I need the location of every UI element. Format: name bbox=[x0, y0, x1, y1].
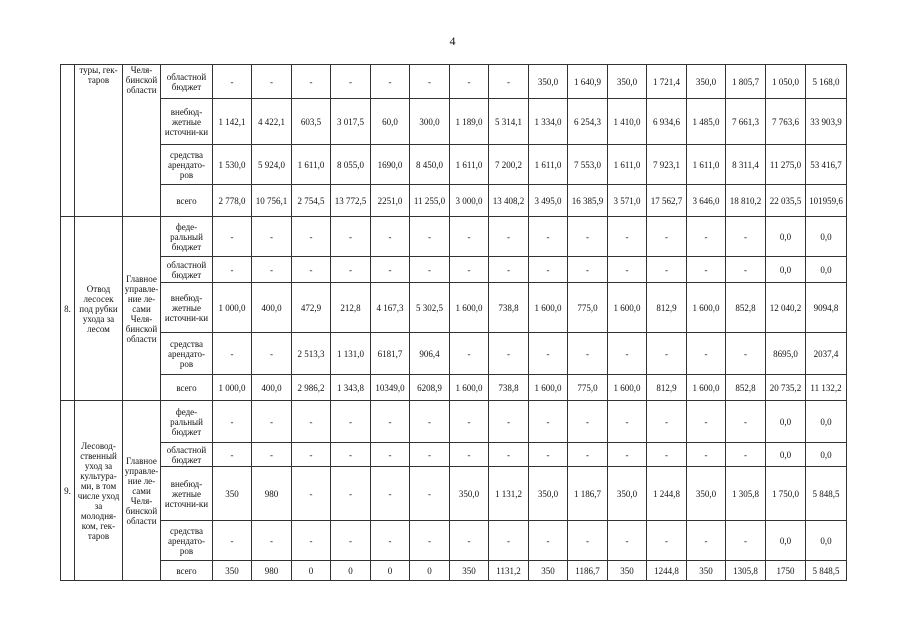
value-cell: - bbox=[292, 467, 331, 521]
value-cell: 906,4 bbox=[410, 333, 450, 375]
value-cell: - bbox=[529, 401, 568, 443]
value-cell: 7 553,0 bbox=[568, 145, 608, 185]
value-cell: 350,0 bbox=[450, 467, 489, 521]
value-cell: - bbox=[252, 333, 292, 375]
value-cell: - bbox=[410, 257, 450, 283]
value-cell: - bbox=[410, 467, 450, 521]
value-cell: 3 000,0 bbox=[450, 185, 489, 217]
value-cell: 33 903,9 bbox=[806, 99, 847, 145]
value-cell: - bbox=[726, 443, 766, 467]
value-cell: 2251,0 bbox=[371, 185, 410, 217]
value-cell: - bbox=[647, 333, 687, 375]
page-number: 4 bbox=[449, 34, 456, 48]
table-row bbox=[61, 561, 847, 581]
executor-name: Главное управле-ние ле-сами Челя-бинской области bbox=[123, 217, 161, 401]
value-cell: - bbox=[331, 65, 371, 99]
value-cell: - bbox=[450, 443, 489, 467]
value-cell: - bbox=[489, 521, 529, 561]
value-cell: - bbox=[450, 521, 489, 561]
value-cell: 1 530,0 bbox=[213, 145, 252, 185]
value-cell: 1 334,0 bbox=[529, 99, 568, 145]
value-cell: 0 bbox=[371, 561, 410, 581]
funding-source: внебюд-жетные источни-ки bbox=[161, 283, 213, 333]
value-cell: 5 168,0 bbox=[806, 65, 847, 99]
value-cell: 1 189,0 bbox=[450, 99, 489, 145]
funding-source: всего bbox=[161, 375, 213, 401]
value-cell: - bbox=[371, 521, 410, 561]
value-cell: - bbox=[608, 401, 647, 443]
table-row bbox=[61, 185, 847, 217]
value-cell: - bbox=[568, 257, 608, 283]
value-cell: 0,0 bbox=[766, 521, 806, 561]
value-cell: 350 bbox=[213, 561, 252, 581]
value-cell: 2 754,5 bbox=[292, 185, 331, 217]
table-row bbox=[61, 467, 847, 521]
value-cell: - bbox=[726, 401, 766, 443]
value-cell: 11 132,2 bbox=[806, 375, 847, 401]
measure-name: Лесовод-ственный уход за культура-ми, в том числе уход за молодня-ком, гек-таров bbox=[75, 401, 123, 581]
value-cell: 0 bbox=[410, 561, 450, 581]
value-cell: - bbox=[331, 257, 371, 283]
value-cell: 0,0 bbox=[766, 217, 806, 257]
value-cell: - bbox=[687, 521, 726, 561]
value-cell: 1 142,1 bbox=[213, 99, 252, 145]
value-cell: 1 000,0 bbox=[213, 283, 252, 333]
value-cell: 350,0 bbox=[529, 65, 568, 99]
value-cell: 212,8 bbox=[331, 283, 371, 333]
value-cell: 0,0 bbox=[806, 257, 847, 283]
value-cell: - bbox=[489, 333, 529, 375]
value-cell: 1 600,0 bbox=[529, 283, 568, 333]
value-cell: 12 040,2 bbox=[766, 283, 806, 333]
value-cell: - bbox=[331, 521, 371, 561]
value-cell: 11 255,0 bbox=[410, 185, 450, 217]
value-cell: 6181,7 bbox=[371, 333, 410, 375]
value-cell: 980 bbox=[252, 467, 292, 521]
value-cell: - bbox=[687, 443, 726, 467]
value-cell: 1 410,0 bbox=[608, 99, 647, 145]
value-cell: 0,0 bbox=[766, 443, 806, 467]
value-cell: - bbox=[410, 521, 450, 561]
value-cell: 7 661,3 bbox=[726, 99, 766, 145]
value-cell: 13 772,5 bbox=[331, 185, 371, 217]
value-cell: 1 131,0 bbox=[331, 333, 371, 375]
value-cell: 1 244,8 bbox=[647, 467, 687, 521]
section-number: 9. bbox=[61, 401, 75, 581]
value-cell: 2 513,3 bbox=[292, 333, 331, 375]
value-cell: 3 495,0 bbox=[529, 185, 568, 217]
value-cell: 980 bbox=[252, 561, 292, 581]
value-cell: - bbox=[331, 217, 371, 257]
value-cell: - bbox=[371, 257, 410, 283]
value-cell: - bbox=[252, 521, 292, 561]
value-cell: - bbox=[252, 257, 292, 283]
table-row bbox=[61, 145, 847, 185]
funding-source: средства арендато-ров bbox=[161, 145, 213, 185]
value-cell: - bbox=[213, 217, 252, 257]
value-cell: 350,0 bbox=[687, 467, 726, 521]
value-cell: - bbox=[292, 401, 331, 443]
value-cell: - bbox=[450, 65, 489, 99]
value-cell: - bbox=[213, 443, 252, 467]
value-cell: 775,0 bbox=[568, 375, 608, 401]
value-cell: 10 756,1 bbox=[252, 185, 292, 217]
value-cell: 2 986,2 bbox=[292, 375, 331, 401]
value-cell: 4 167,3 bbox=[371, 283, 410, 333]
value-cell: - bbox=[292, 443, 331, 467]
value-cell: 603,5 bbox=[292, 99, 331, 145]
value-cell: - bbox=[292, 217, 331, 257]
value-cell: 5 302,5 bbox=[410, 283, 450, 333]
value-cell: 18 810,2 bbox=[726, 185, 766, 217]
value-cell: 0,0 bbox=[766, 401, 806, 443]
value-cell: 1 611,0 bbox=[608, 145, 647, 185]
value-cell: 20 735,2 bbox=[766, 375, 806, 401]
measure-name: туры, гек-таров bbox=[75, 65, 123, 217]
value-cell: 6 934,6 bbox=[647, 99, 687, 145]
value-cell: - bbox=[608, 443, 647, 467]
value-cell: 22 035,5 bbox=[766, 185, 806, 217]
value-cell: 0 bbox=[331, 561, 371, 581]
funding-source: областной бюджет bbox=[161, 65, 213, 99]
value-cell: 1 186,7 bbox=[568, 467, 608, 521]
table-row bbox=[61, 521, 847, 561]
value-cell: - bbox=[687, 257, 726, 283]
value-cell: 3 646,0 bbox=[687, 185, 726, 217]
value-cell: 9094,8 bbox=[806, 283, 847, 333]
value-cell: - bbox=[450, 333, 489, 375]
value-cell: - bbox=[687, 333, 726, 375]
value-cell: - bbox=[410, 401, 450, 443]
value-cell: - bbox=[568, 217, 608, 257]
value-cell: 2037,4 bbox=[806, 333, 847, 375]
value-cell: - bbox=[647, 401, 687, 443]
value-cell: - bbox=[450, 257, 489, 283]
value-cell: 300,0 bbox=[410, 99, 450, 145]
value-cell: 8 450,0 bbox=[410, 145, 450, 185]
value-cell: 852,8 bbox=[726, 283, 766, 333]
budget-table bbox=[60, 64, 847, 581]
value-cell: - bbox=[489, 65, 529, 99]
value-cell: 7 763,6 bbox=[766, 99, 806, 145]
value-cell: 1 611,0 bbox=[292, 145, 331, 185]
funding-source: феде-ральный бюджет bbox=[161, 401, 213, 443]
value-cell: - bbox=[292, 65, 331, 99]
value-cell: 1 343,8 bbox=[331, 375, 371, 401]
value-cell: 3 017,5 bbox=[331, 99, 371, 145]
value-cell: 1 611,0 bbox=[450, 145, 489, 185]
funding-source: областной бюджет bbox=[161, 443, 213, 467]
value-cell: - bbox=[647, 521, 687, 561]
value-cell: 0,0 bbox=[806, 401, 847, 443]
value-cell: - bbox=[331, 401, 371, 443]
value-cell: 1 750,0 bbox=[766, 467, 806, 521]
value-cell: 17 562,7 bbox=[647, 185, 687, 217]
value-cell: 8695,0 bbox=[766, 333, 806, 375]
value-cell: - bbox=[568, 521, 608, 561]
funding-source: всего bbox=[161, 185, 213, 217]
value-cell: - bbox=[252, 65, 292, 99]
value-cell: 1 805,7 bbox=[726, 65, 766, 99]
value-cell: 1 600,0 bbox=[529, 375, 568, 401]
value-cell: - bbox=[529, 257, 568, 283]
value-cell: 1 600,0 bbox=[450, 283, 489, 333]
funding-source: внебюд-жетные источни-ки bbox=[161, 99, 213, 145]
table-row bbox=[61, 283, 847, 333]
value-cell: - bbox=[647, 217, 687, 257]
value-cell: 8 055,0 bbox=[331, 145, 371, 185]
table-row bbox=[61, 401, 847, 443]
value-cell: - bbox=[292, 257, 331, 283]
value-cell: - bbox=[608, 333, 647, 375]
value-cell: 1 485,0 bbox=[687, 99, 726, 145]
executor-name: Главное управле-ние ле-сами Челя-бинской области bbox=[123, 401, 161, 581]
value-cell: 10349,0 bbox=[371, 375, 410, 401]
value-cell: 60,0 bbox=[371, 99, 410, 145]
value-cell: 0,0 bbox=[806, 443, 847, 467]
value-cell: - bbox=[608, 217, 647, 257]
value-cell: 350 bbox=[687, 561, 726, 581]
value-cell: 5 848,5 bbox=[806, 561, 847, 581]
value-cell: 0,0 bbox=[806, 217, 847, 257]
value-cell: 1244,8 bbox=[647, 561, 687, 581]
value-cell: 1 000,0 bbox=[213, 375, 252, 401]
value-cell: 2 778,0 bbox=[213, 185, 252, 217]
measure-name: Отвод лесосек под рубки ухода за лесом bbox=[75, 217, 123, 401]
value-cell: - bbox=[371, 217, 410, 257]
value-cell: 350,0 bbox=[687, 65, 726, 99]
value-cell: 53 416,7 bbox=[806, 145, 847, 185]
value-cell: - bbox=[687, 217, 726, 257]
value-cell: 1690,0 bbox=[371, 145, 410, 185]
value-cell: - bbox=[489, 257, 529, 283]
value-cell: 1 640,9 bbox=[568, 65, 608, 99]
value-cell: 3 571,0 bbox=[608, 185, 647, 217]
value-cell: - bbox=[726, 333, 766, 375]
value-cell: 350 bbox=[608, 561, 647, 581]
value-cell: - bbox=[213, 333, 252, 375]
value-cell: - bbox=[608, 521, 647, 561]
value-cell: - bbox=[489, 443, 529, 467]
value-cell: 1 305,8 bbox=[726, 467, 766, 521]
value-cell: 0,0 bbox=[766, 257, 806, 283]
table-row bbox=[61, 65, 847, 99]
value-cell: - bbox=[331, 443, 371, 467]
value-cell: - bbox=[687, 401, 726, 443]
value-cell: 13 408,2 bbox=[489, 185, 529, 217]
value-cell: 7 923,1 bbox=[647, 145, 687, 185]
value-cell: 0 bbox=[292, 561, 331, 581]
value-cell: 350,0 bbox=[608, 467, 647, 521]
value-cell: 812,9 bbox=[647, 283, 687, 333]
value-cell: - bbox=[252, 217, 292, 257]
value-cell: 1 600,0 bbox=[608, 375, 647, 401]
value-cell: 350 bbox=[450, 561, 489, 581]
value-cell: 8 311,4 bbox=[726, 145, 766, 185]
value-cell: 1 600,0 bbox=[450, 375, 489, 401]
value-cell: 4 422,1 bbox=[252, 99, 292, 145]
value-cell: - bbox=[252, 443, 292, 467]
table-row bbox=[61, 217, 847, 257]
table-row bbox=[61, 99, 847, 145]
value-cell: - bbox=[529, 521, 568, 561]
value-cell: - bbox=[568, 401, 608, 443]
funding-source: всего bbox=[161, 561, 213, 581]
value-cell: - bbox=[568, 443, 608, 467]
value-cell: - bbox=[608, 257, 647, 283]
value-cell: 350 bbox=[529, 561, 568, 581]
value-cell: - bbox=[410, 65, 450, 99]
funding-source: областной бюджет bbox=[161, 257, 213, 283]
value-cell: 101959,6 bbox=[806, 185, 847, 217]
value-cell: 738,8 bbox=[489, 375, 529, 401]
value-cell: 1186,7 bbox=[568, 561, 608, 581]
value-cell: - bbox=[489, 401, 529, 443]
value-cell: 738,8 bbox=[489, 283, 529, 333]
value-cell: 1 131,2 bbox=[489, 467, 529, 521]
section-number: 8. bbox=[61, 217, 75, 401]
value-cell: 5 924,0 bbox=[252, 145, 292, 185]
value-cell: - bbox=[410, 217, 450, 257]
value-cell: - bbox=[529, 217, 568, 257]
value-cell: - bbox=[529, 443, 568, 467]
value-cell: 1 050,0 bbox=[766, 65, 806, 99]
value-cell: 6 254,3 bbox=[568, 99, 608, 145]
value-cell: 1750 bbox=[766, 561, 806, 581]
funding-source: внебюд-жетные источни-ки bbox=[161, 467, 213, 521]
value-cell: - bbox=[213, 401, 252, 443]
table-row bbox=[61, 333, 847, 375]
value-cell: 6208,9 bbox=[410, 375, 450, 401]
value-cell: - bbox=[450, 217, 489, 257]
value-cell: 1 600,0 bbox=[687, 375, 726, 401]
value-cell: 400,0 bbox=[252, 375, 292, 401]
value-cell: - bbox=[213, 257, 252, 283]
table-row bbox=[61, 443, 847, 467]
value-cell: 852,8 bbox=[726, 375, 766, 401]
value-cell: - bbox=[331, 467, 371, 521]
value-cell: - bbox=[450, 401, 489, 443]
value-cell: - bbox=[371, 401, 410, 443]
value-cell: 1131,2 bbox=[489, 561, 529, 581]
value-cell: 1 721,4 bbox=[647, 65, 687, 99]
funding-source: феде-ральный бюджет bbox=[161, 217, 213, 257]
table-row bbox=[61, 375, 847, 401]
value-cell: - bbox=[213, 521, 252, 561]
value-cell: 1 611,0 bbox=[529, 145, 568, 185]
table-row bbox=[61, 257, 847, 283]
value-cell: 1 600,0 bbox=[608, 283, 647, 333]
value-cell: - bbox=[371, 443, 410, 467]
value-cell: 350 bbox=[213, 467, 252, 521]
value-cell: 0,0 bbox=[806, 521, 847, 561]
value-cell: - bbox=[726, 257, 766, 283]
value-cell: 1 600,0 bbox=[687, 283, 726, 333]
value-cell: - bbox=[529, 333, 568, 375]
value-cell: - bbox=[647, 257, 687, 283]
value-cell: 812,9 bbox=[647, 375, 687, 401]
value-cell: - bbox=[252, 401, 292, 443]
value-cell: 350,0 bbox=[529, 467, 568, 521]
value-cell: - bbox=[726, 521, 766, 561]
value-cell: 5 848,5 bbox=[806, 467, 847, 521]
value-cell: 16 385,9 bbox=[568, 185, 608, 217]
value-cell: - bbox=[213, 65, 252, 99]
value-cell: - bbox=[371, 65, 410, 99]
value-cell: 7 200,2 bbox=[489, 145, 529, 185]
value-cell: 775,0 bbox=[568, 283, 608, 333]
funding-source: средства арендато-ров bbox=[161, 333, 213, 375]
value-cell: 1305,8 bbox=[726, 561, 766, 581]
value-cell: 472,9 bbox=[292, 283, 331, 333]
value-cell: - bbox=[410, 443, 450, 467]
executor-name: Челя-бинской области bbox=[123, 65, 161, 217]
value-cell: 5 314,1 bbox=[489, 99, 529, 145]
value-cell: - bbox=[726, 217, 766, 257]
value-cell: - bbox=[647, 443, 687, 467]
value-cell: 11 275,0 bbox=[766, 145, 806, 185]
value-cell: - bbox=[489, 217, 529, 257]
value-cell: - bbox=[292, 521, 331, 561]
value-cell: 1 611,0 bbox=[687, 145, 726, 185]
value-cell: - bbox=[371, 467, 410, 521]
section-number bbox=[61, 65, 75, 217]
value-cell: - bbox=[568, 333, 608, 375]
value-cell: 350,0 bbox=[608, 65, 647, 99]
value-cell: 400,0 bbox=[252, 283, 292, 333]
funding-source: средства арендато-ров bbox=[161, 521, 213, 561]
